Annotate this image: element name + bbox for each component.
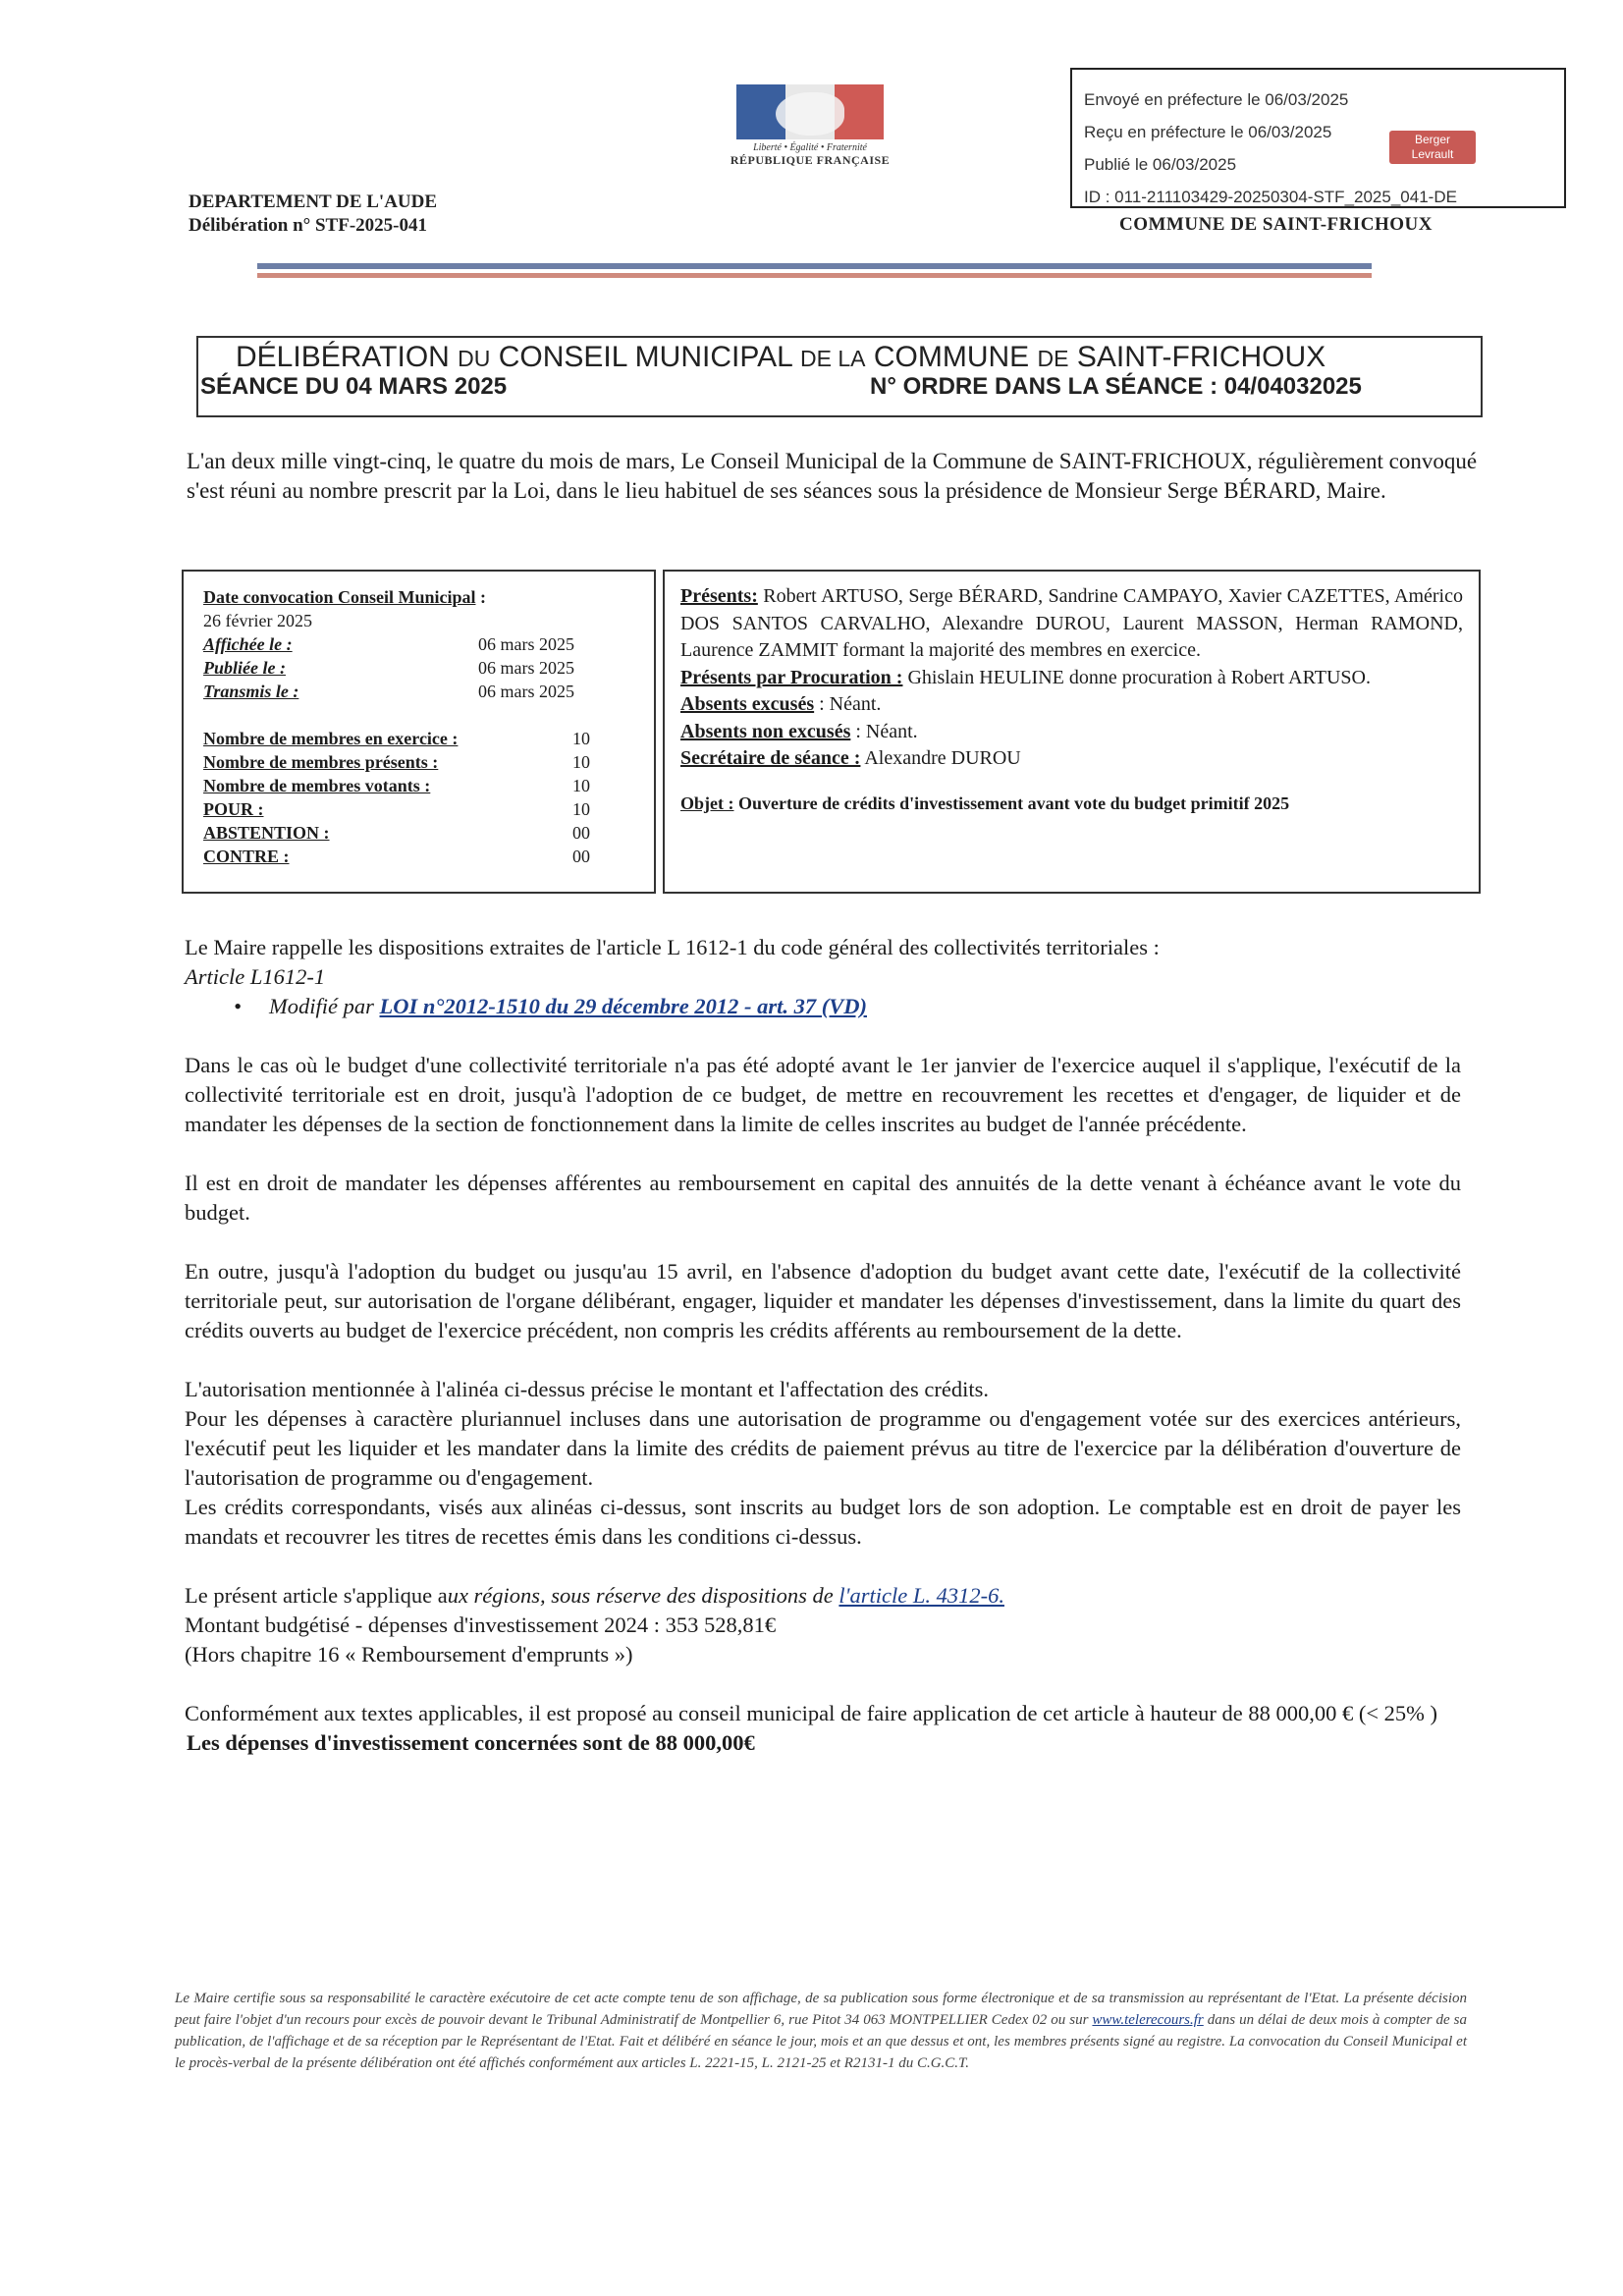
convocation-label: Date convocation Conseil Municipal :	[203, 587, 486, 607]
seance-date: SÉANCE DU 04 MARS 2025	[200, 373, 508, 400]
presence-box	[663, 570, 1481, 894]
presents-block: Présents: Robert ARTUSO, Serge BÉRARD, Sandrine CAMPAYO, Xavier CAZETTES, Américo DOS SANTOS CARVALHO, Alexandre DUROU, Laurent MASSON, Herman RAMOND, Laurence ZAMMIT formant la majorité des membres en exercice.	[680, 585, 1463, 661]
telerecours-link[interactable]: www.telerecours.fr	[1092, 2012, 1204, 2028]
bl-logo-line1: Berger	[1414, 133, 1451, 146]
article-title: Article L1612-1	[185, 964, 326, 989]
absents-non-excuses: Absents non excusés : Néant.	[680, 720, 918, 742]
paragraph-2: Il est en droit de mandater les dépenses afférentes au remboursement en capital des annuités de la dette venant à échéance avant le vote du budget.	[185, 1171, 1461, 1225]
prefecture-stamp	[1070, 68, 1566, 208]
contre-row: CONTRE : 00	[203, 847, 590, 866]
departement-name: DEPARTEMENT DE L'AUDE	[189, 191, 438, 212]
presents-row: Nombre de membres présents : 10	[203, 752, 590, 772]
votants-row: Nombre de membres votants : 10	[203, 776, 590, 795]
tricolor-divider	[257, 263, 1372, 278]
document-body	[185, 933, 1461, 1758]
paragraph-7: Le présent article s'applique aux régions, sous réserve des dispositions de l'article L. 4312-6.	[185, 1583, 1004, 1608]
modifie-bullet: • Modifié par LOI n°2012-1510 du 29 décembre 2012 - art. 37 (VD)	[234, 994, 867, 1018]
convocation-date: 26 février 2025	[203, 611, 312, 630]
stamp-publie: Publié le 06/03/2025	[1084, 155, 1237, 174]
department-header	[189, 191, 437, 238]
stamp-recu: Reçu en préfecture le 06/03/2025	[1084, 123, 1332, 141]
affichee-row: Affichée le : 06 mars 2025	[203, 634, 574, 654]
absents-excuses: Absents excusés : Néant.	[680, 693, 882, 715]
convocation-box	[182, 570, 656, 894]
deliberation-ref: Délibération n° STF-2025-041	[189, 215, 427, 236]
paragraph-5: Pour les dépenses à caractère pluriannuel incluses dans une autorisation de programme ou d'engagement votée sur des exercices antérieurs, l'exécutif peut les liquider et les mandater dans la limite des crédits de paiement prévus au titre de l'exercice par la délibération d'ouverture de l'autorisation de programme ou d'engagement.	[185, 1406, 1461, 1490]
stamp-envoye: Envoyé en préfecture le 06/03/2025	[1084, 90, 1349, 109]
paragraph-3: En outre, jusqu'à l'adoption du budget ou jusqu'au 15 avril, en l'absence d'adoption du budget avant cette date, l'exécutif de la collectivité territoriale peut, sur autorisation de l'organe délibérant, engager, liquider et mandater les dépenses d'investissement, dans la limite du quart des crédits ouverts au budget de l'exercice précédent, non compris les crédits afférents au remboursement de la dette.	[185, 1259, 1461, 1342]
intro-paragraph: L'an deux mille vingt-cinq, le quatre du mois de mars, Le Conseil Municipal de la Commune de SAINT-FRICHOUX, régulièrement convoqué s'est réuni au nombre prescrit par la Loi, dans le lieu habituel de ses séances sous la présidence de Monsieur Serge BÉRARD, Maire.	[187, 449, 1478, 503]
loi-link[interactable]: LOI n°2012-1510 du 29 décembre 2012 - art. 37 (VD)	[379, 994, 867, 1018]
ordre-seance: N° ORDRE DANS LA SÉANCE : 04/04032025	[870, 373, 1362, 400]
publiee-row: Publiée le : 06 mars 2025	[203, 658, 574, 678]
bl-logo-line2: Levrault	[1411, 147, 1454, 161]
hors-line: (Hors chapitre 16 « Remboursement d'emprunts »)	[185, 1642, 633, 1667]
montant-line: Montant budgétisé - dépenses d'investissement 2024 : 353 528,81€	[185, 1613, 777, 1637]
title-box	[196, 336, 1483, 417]
paragraph-4: L'autorisation mentionnée à l'alinéa ci-dessus précise le montant et l'affectation des crédits.	[185, 1377, 989, 1401]
paragraph-6: Les crédits correspondants, visés aux alinéas ci-dessus, sont inscrits au budget lors de son adoption. Le comptable est en droit de payer les mandats et recouvrer les titres de recettes émis dans les conditions ci-dessus.	[185, 1495, 1461, 1549]
logo-republic: RÉPUBLIQUE FRANÇAISE	[730, 153, 891, 167]
berger-levrault-logo	[1389, 131, 1476, 164]
logo-motto: Liberté • Égalité • Fraternité	[753, 142, 867, 153]
exercice-row: Nombre de membres en exercice : 10	[203, 729, 590, 748]
paragraph-8: Conformément aux textes applicables, il est proposé au conseil municipal de faire application de cet article à hauteur de 88 000,00 € (< 25% )	[185, 1701, 1438, 1725]
title-main: DÉLIBÉRATION DU CONSEIL MUNICIPAL DE LA COMMUNE DE SAINT-FRICHOUX	[236, 341, 1326, 373]
pour-row: POUR : 10	[203, 799, 590, 819]
abstention-row: ABSTENTION : 00	[203, 823, 590, 843]
rappel-paragraph: Le Maire rappelle les dispositions extraites de l'article L 1612-1 du code général des collectivités territoriales :	[185, 935, 1160, 959]
marianne-logo	[727, 84, 893, 168]
final-statement: Les dépenses d'investissement concernées sont de 88 000,00€	[187, 1730, 755, 1755]
objet: Objet : Ouverture de crédits d'investissement avant vote du budget primitif 2025	[680, 793, 1290, 813]
paragraph-1: Dans le cas où le budget d'une collectivité territoriale n'a pas été adopté avant le 1er janvier de l'exercice auquel il s'applique, l'exécutif de la collectivité territoriale est en droit, jusqu'à l'adoption de ce budget, de mettre en recouvrement les recettes et d'engager, de liquider et de mandater les dépenses de la section de fonctionnement dans la limite de celles inscrites au budget de l'année précédente.	[185, 1053, 1461, 1136]
article-link[interactable]: l'article L. 4312-6.	[839, 1583, 1004, 1608]
transmis-row: Transmis le : 06 mars 2025	[203, 682, 574, 701]
secretaire: Secrétaire de séance : Alexandre DUROU	[680, 747, 1021, 769]
marianne-flag-icon	[736, 84, 884, 139]
stamp-id: ID : 011-211103429-20250304-STF_2025_041-DE	[1084, 188, 1457, 206]
legal-footer: Le Maire certifie sous sa responsabilité le caractère exécutoire de cet acte compte tenu de son affichage, de sa publication sous forme électronique et de sa transmission au représentant de l'Etat. La présente décision peut faire l'objet d'un recours pour excès de pouvoir devant le Tribunal Administratif de Montpellier 6, rue Pitot 34 063 MONTPELLIER Cedex 02 ou sur www.telerecours.fr dans un délai de deux mois à compter de sa publication, de l'affichage et de sa réception par le Représentant de l'Etat. Fait et délibéré en séance le jour, mois et an que dessus et ont, les membres présents signé au registre. La convocation du Conseil Municipal et le procès-verbal de la présente délibération ont été affichés conformément aux articles L. 2221-15, L. 2121-25 et R2131-1 du C.G.C.T.	[175, 1991, 1467, 2071]
commune-name: COMMUNE DE SAINT-FRICHOUX	[1119, 214, 1433, 235]
procuration-block: Présents par Procuration : Ghislain HEULINE donne procuration à Robert ARTUSO.	[680, 666, 1371, 688]
